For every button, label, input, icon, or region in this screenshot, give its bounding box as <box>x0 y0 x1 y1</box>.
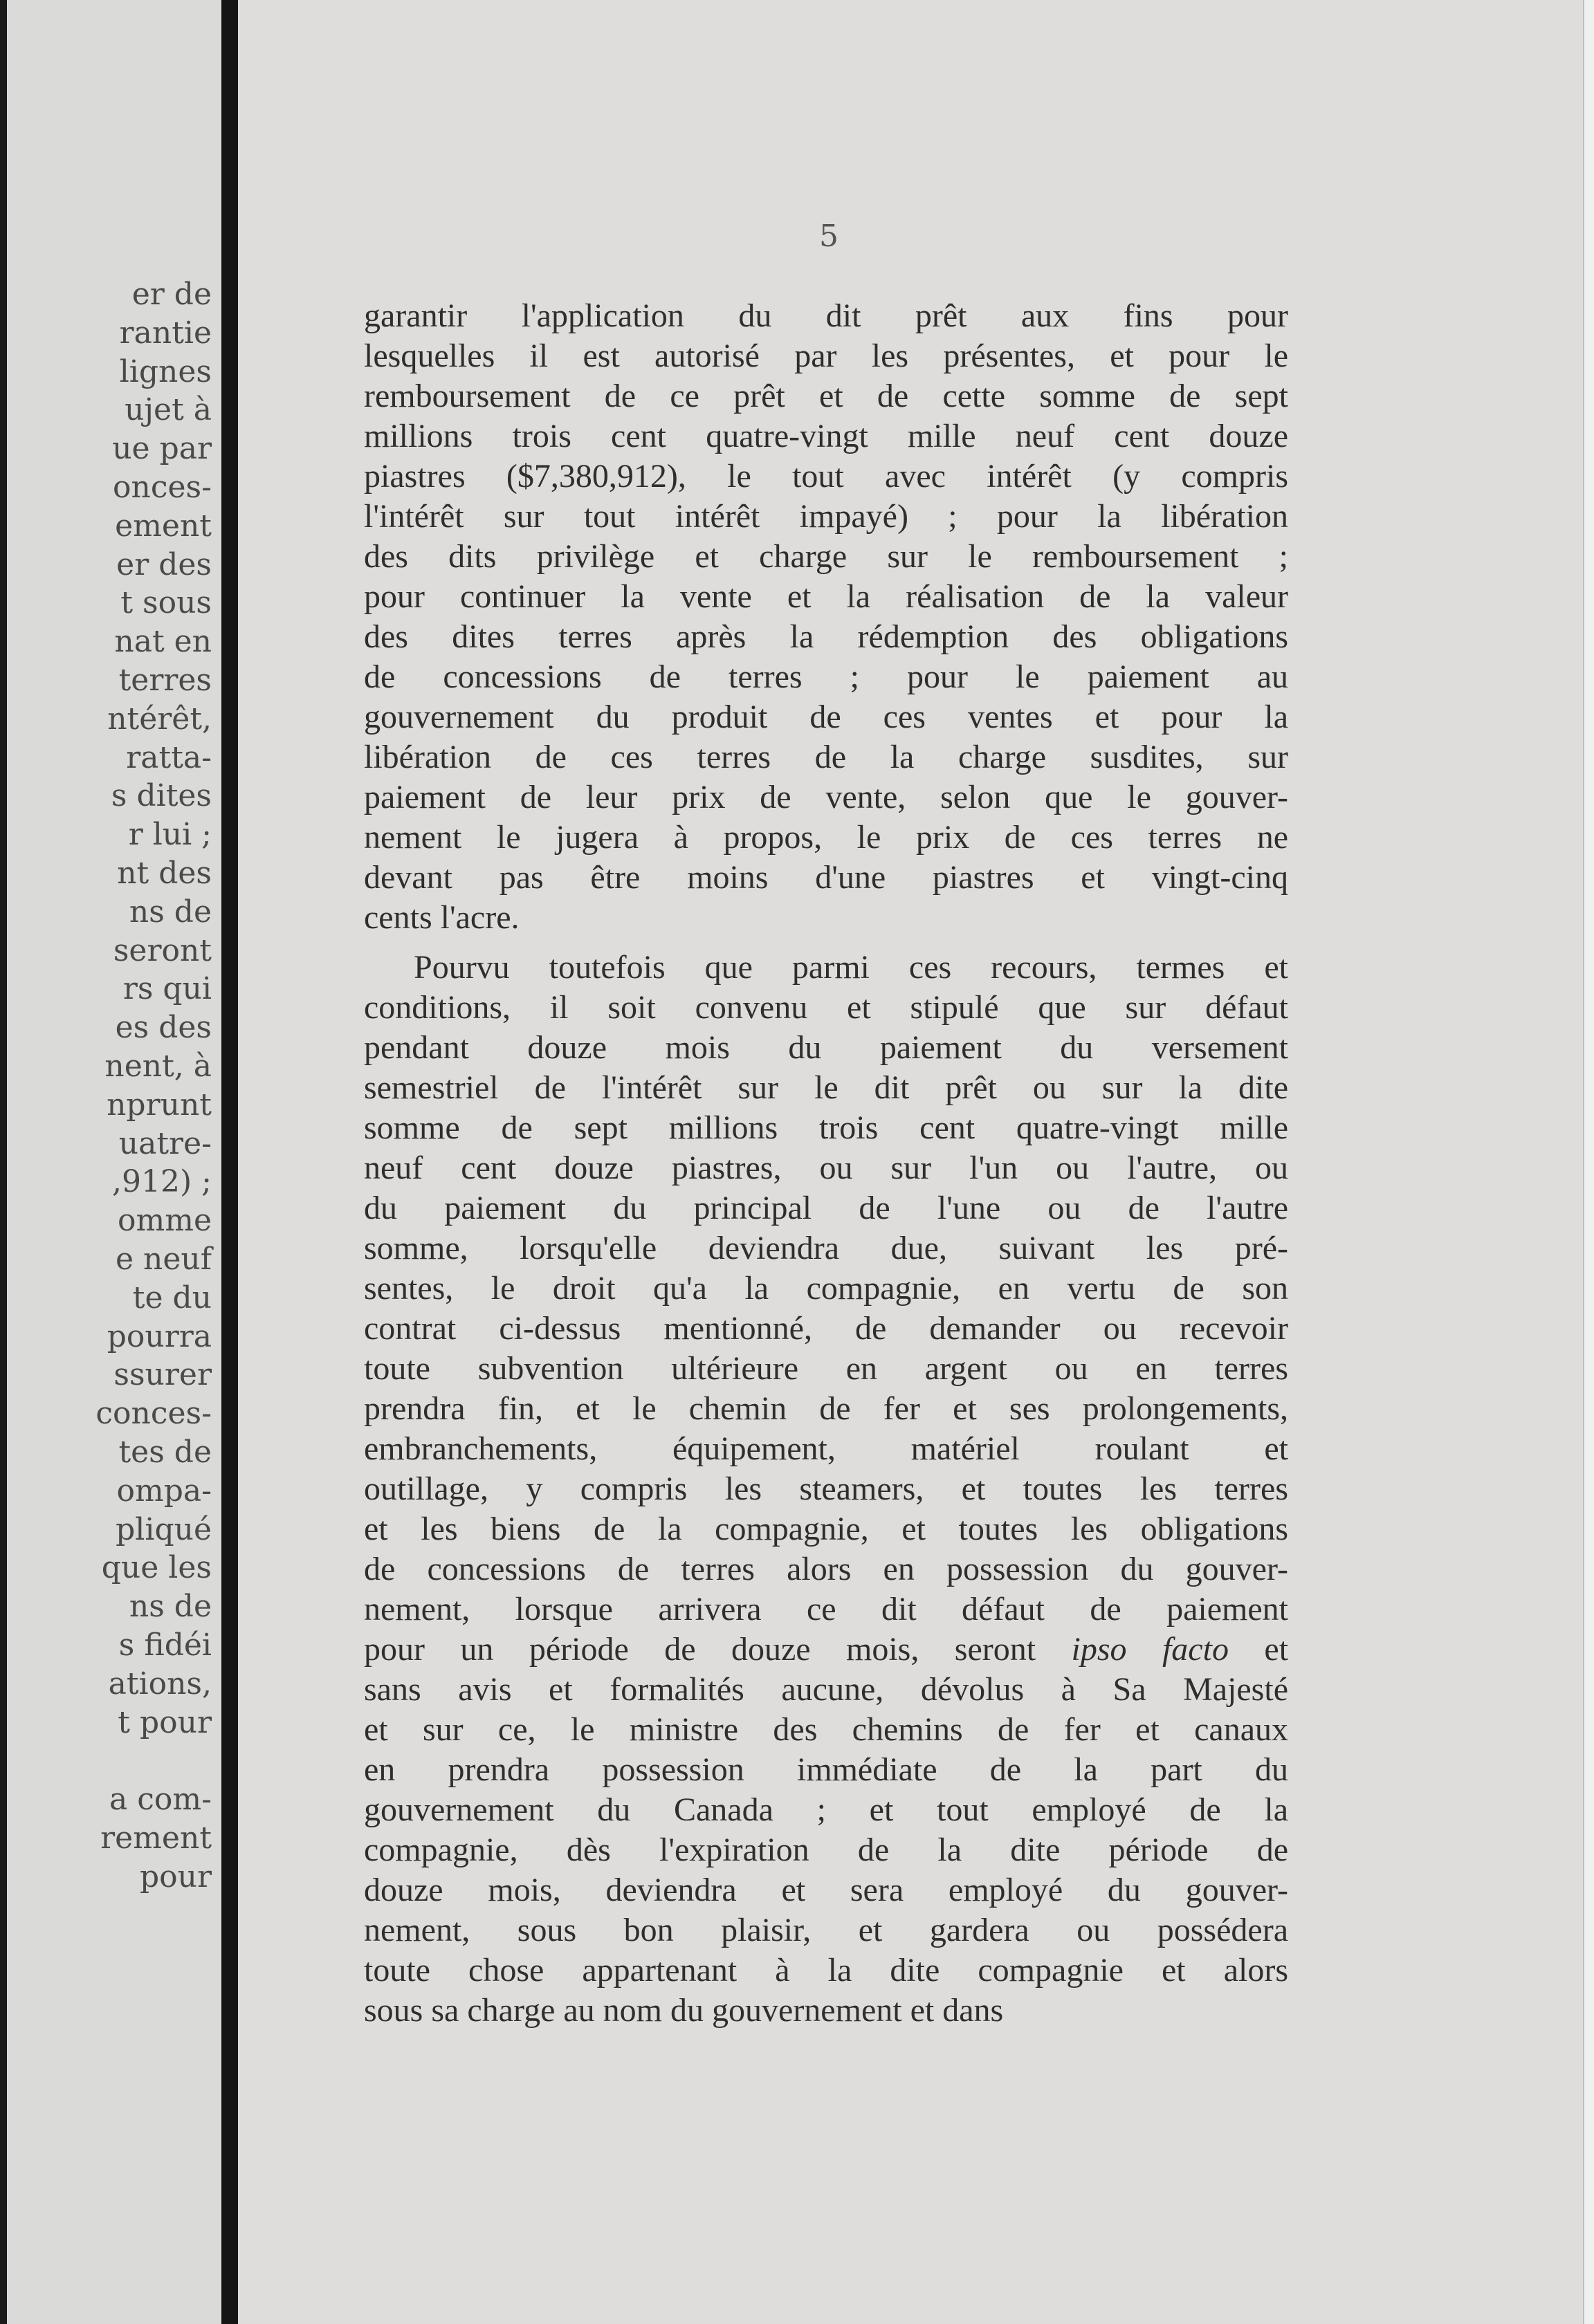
left-page-line: uatre- <box>118 1125 212 1161</box>
text-line: paiement de leur prix de vente, selon que le gouver- <box>364 779 1288 815</box>
text-line: douze mois, deviendra et sera employé du gouver- <box>364 1872 1288 1908</box>
page-number: 5 <box>819 219 839 254</box>
text-line: garantir l'application du dit prêt aux fins pour <box>364 297 1288 334</box>
left-page-line: s dites <box>111 778 212 814</box>
left-page-line: rs qui <box>122 971 212 1007</box>
text-line: piastres ($7,380,912), le tout avec intérêt (y compris <box>364 458 1288 495</box>
italic-phrase: ipso facto <box>1071 1631 1229 1668</box>
left-page-line: onces- <box>113 470 212 505</box>
text-line: pendant douze mois du paiement du versement <box>364 1029 1288 1066</box>
page-edge <box>1583 0 1594 2324</box>
text-line: devant pas être moins d'une piastres et vingt-cinq <box>364 859 1288 896</box>
text-line: pour continuer la vente et la réalisation de la valeur <box>364 578 1288 615</box>
scan-left-border <box>0 0 7 2324</box>
left-page-line: seront <box>113 932 212 968</box>
left-page-line: nent, à <box>104 1049 212 1084</box>
left-page-line: ns de <box>129 1589 212 1625</box>
left-page-line: tes de <box>118 1435 212 1470</box>
left-page-line: pour <box>139 1859 212 1894</box>
text-line: gouvernement du Canada ; et tout employé de la <box>364 1791 1288 1828</box>
text-line: somme de sept millions trois cent quatre-vingt mille <box>364 1109 1288 1146</box>
left-page-line: nt des <box>117 856 212 891</box>
text-line: et sur ce, le ministre des chemins de fer et canaux <box>364 1711 1288 1748</box>
left-page-line: rement <box>100 1820 212 1856</box>
text-line: de concessions de terres alors en possession du gouver- <box>364 1551 1288 1587</box>
left-page-line: ue par <box>112 431 212 467</box>
left-page-line: t pour <box>118 1704 212 1740</box>
text-line: libération de ces terres de la charge susdites, sur <box>364 739 1288 775</box>
left-page-line: ns de <box>129 894 212 930</box>
left-page-line: s fidéi <box>118 1627 212 1663</box>
text-line: neuf cent douze piastres, ou sur l'un ou l'autre, ou <box>364 1150 1288 1186</box>
left-page-line: omme <box>118 1203 212 1239</box>
text-line: conditions, il soit convenu et stipulé que sur défaut <box>364 989 1288 1026</box>
left-page-line: er des <box>116 546 212 582</box>
left-page-line: lignes <box>119 353 212 389</box>
text-line: toute chose appartenant à la dite compagnie et alors <box>364 1952 1288 1989</box>
left-page-line: ompa- <box>116 1473 212 1509</box>
left-page-line: nprunt <box>107 1087 212 1123</box>
left-page-line: a com- <box>109 1782 212 1818</box>
text-line: nement le jugera à propos, le prix de ces terres ne <box>364 819 1288 856</box>
text-line: l'intérêt sur tout intérêt impayé) ; pour la libération <box>364 498 1288 535</box>
text-line: pour un période de douze mois, seront ipso facto et <box>364 1631 1289 1668</box>
text-line: en prendra possession immédiate de la part du <box>364 1751 1288 1788</box>
text-line: cents l'acre. <box>364 899 520 936</box>
text-line: des dits privilège et charge sur le remboursement ; <box>364 538 1288 575</box>
left-page-line: ssurer <box>113 1357 212 1393</box>
text-line: semestriel de l'intérêt sur le dit prêt ou sur la dite <box>364 1069 1288 1106</box>
text-line: outillage, y compris les steamers, et toutes les terres <box>364 1470 1288 1507</box>
left-page-line: pliqué <box>116 1511 212 1547</box>
text-line: toute subvention ultérieure en argent ou en terres <box>364 1350 1288 1387</box>
left-page-line: pourra <box>107 1318 212 1354</box>
left-page-line: ratta- <box>126 739 212 775</box>
text-line: sous sa charge au nom du gouvernement et dans <box>364 1992 1004 2029</box>
text-line: contrat ci-dessus mentionné, de demander ou recevoir <box>364 1310 1288 1347</box>
left-page-line: e neuf <box>115 1242 212 1277</box>
left-page-line: ntérêt, <box>107 701 212 737</box>
text-line: nement, sous bon plaisir, et gardera ou possédera <box>364 1912 1288 1948</box>
text-line: millions trois cent quatre-vingt mille neuf cent douze <box>364 418 1288 454</box>
binding-gutter <box>221 0 238 2324</box>
left-page-line: conces- <box>95 1396 212 1432</box>
text-line: nement, lorsque arrivera ce dit défaut de paiement <box>364 1591 1288 1627</box>
left-page-line: er de <box>131 277 212 312</box>
left-page-line: rantie <box>119 315 212 351</box>
left-page-fragment <box>7 0 221 2324</box>
left-page-line: ement <box>115 508 212 544</box>
text-line: gouvernement du produit de ces ventes et pour la <box>364 699 1288 735</box>
left-page-line: es des <box>115 1010 212 1046</box>
text-line: sans avis et formalités aucune, dévolus à Sa Majesté <box>364 1671 1288 1708</box>
text-line: lesquelles il est autorisé par les présentes, et pour le <box>364 338 1288 374</box>
body-text <box>364 296 1288 2031</box>
left-page-line: ,912) ; <box>112 1164 212 1200</box>
left-page-line: que les <box>101 1550 212 1586</box>
left-page-line: ations, <box>108 1666 212 1702</box>
left-page-line <box>212 1742 221 1780</box>
text-line: remboursement de ce prêt et de cette somme de sept <box>364 378 1288 414</box>
left-page-line: ujet à <box>125 392 212 428</box>
text-line: Pourvu toutefois que parmi ces recours, termes et <box>414 949 1288 986</box>
left-page-line: t sous <box>120 585 212 621</box>
text-line: sentes, le droit qu'a la compagnie, en vertu de son <box>364 1270 1288 1307</box>
text-line: somme, lorsqu'elle deviendra due, suivant les pré- <box>364 1230 1288 1266</box>
text-line: du paiement du principal de l'une ou de l'autre <box>364 1190 1288 1226</box>
left-page-line: nat en <box>114 624 212 660</box>
text-line: et les biens de la compagnie, et toutes les obligations <box>364 1511 1288 1547</box>
text-line: prendra fin, et le chemin de fer et ses prolongements, <box>364 1390 1288 1427</box>
text-line: compagnie, dès l'expiration de la dite période de <box>364 1832 1288 1868</box>
left-page-line: r lui ; <box>128 817 212 853</box>
text-line: embranchements, équipement, matériel roulant et <box>364 1430 1288 1467</box>
text-line: des dites terres après la rédemption des obligations <box>364 618 1288 655</box>
left-page-line: te du <box>132 1280 212 1316</box>
left-page-line: terres <box>118 663 212 698</box>
text-line: de concessions de terres ; pour le paiement au <box>364 658 1288 695</box>
